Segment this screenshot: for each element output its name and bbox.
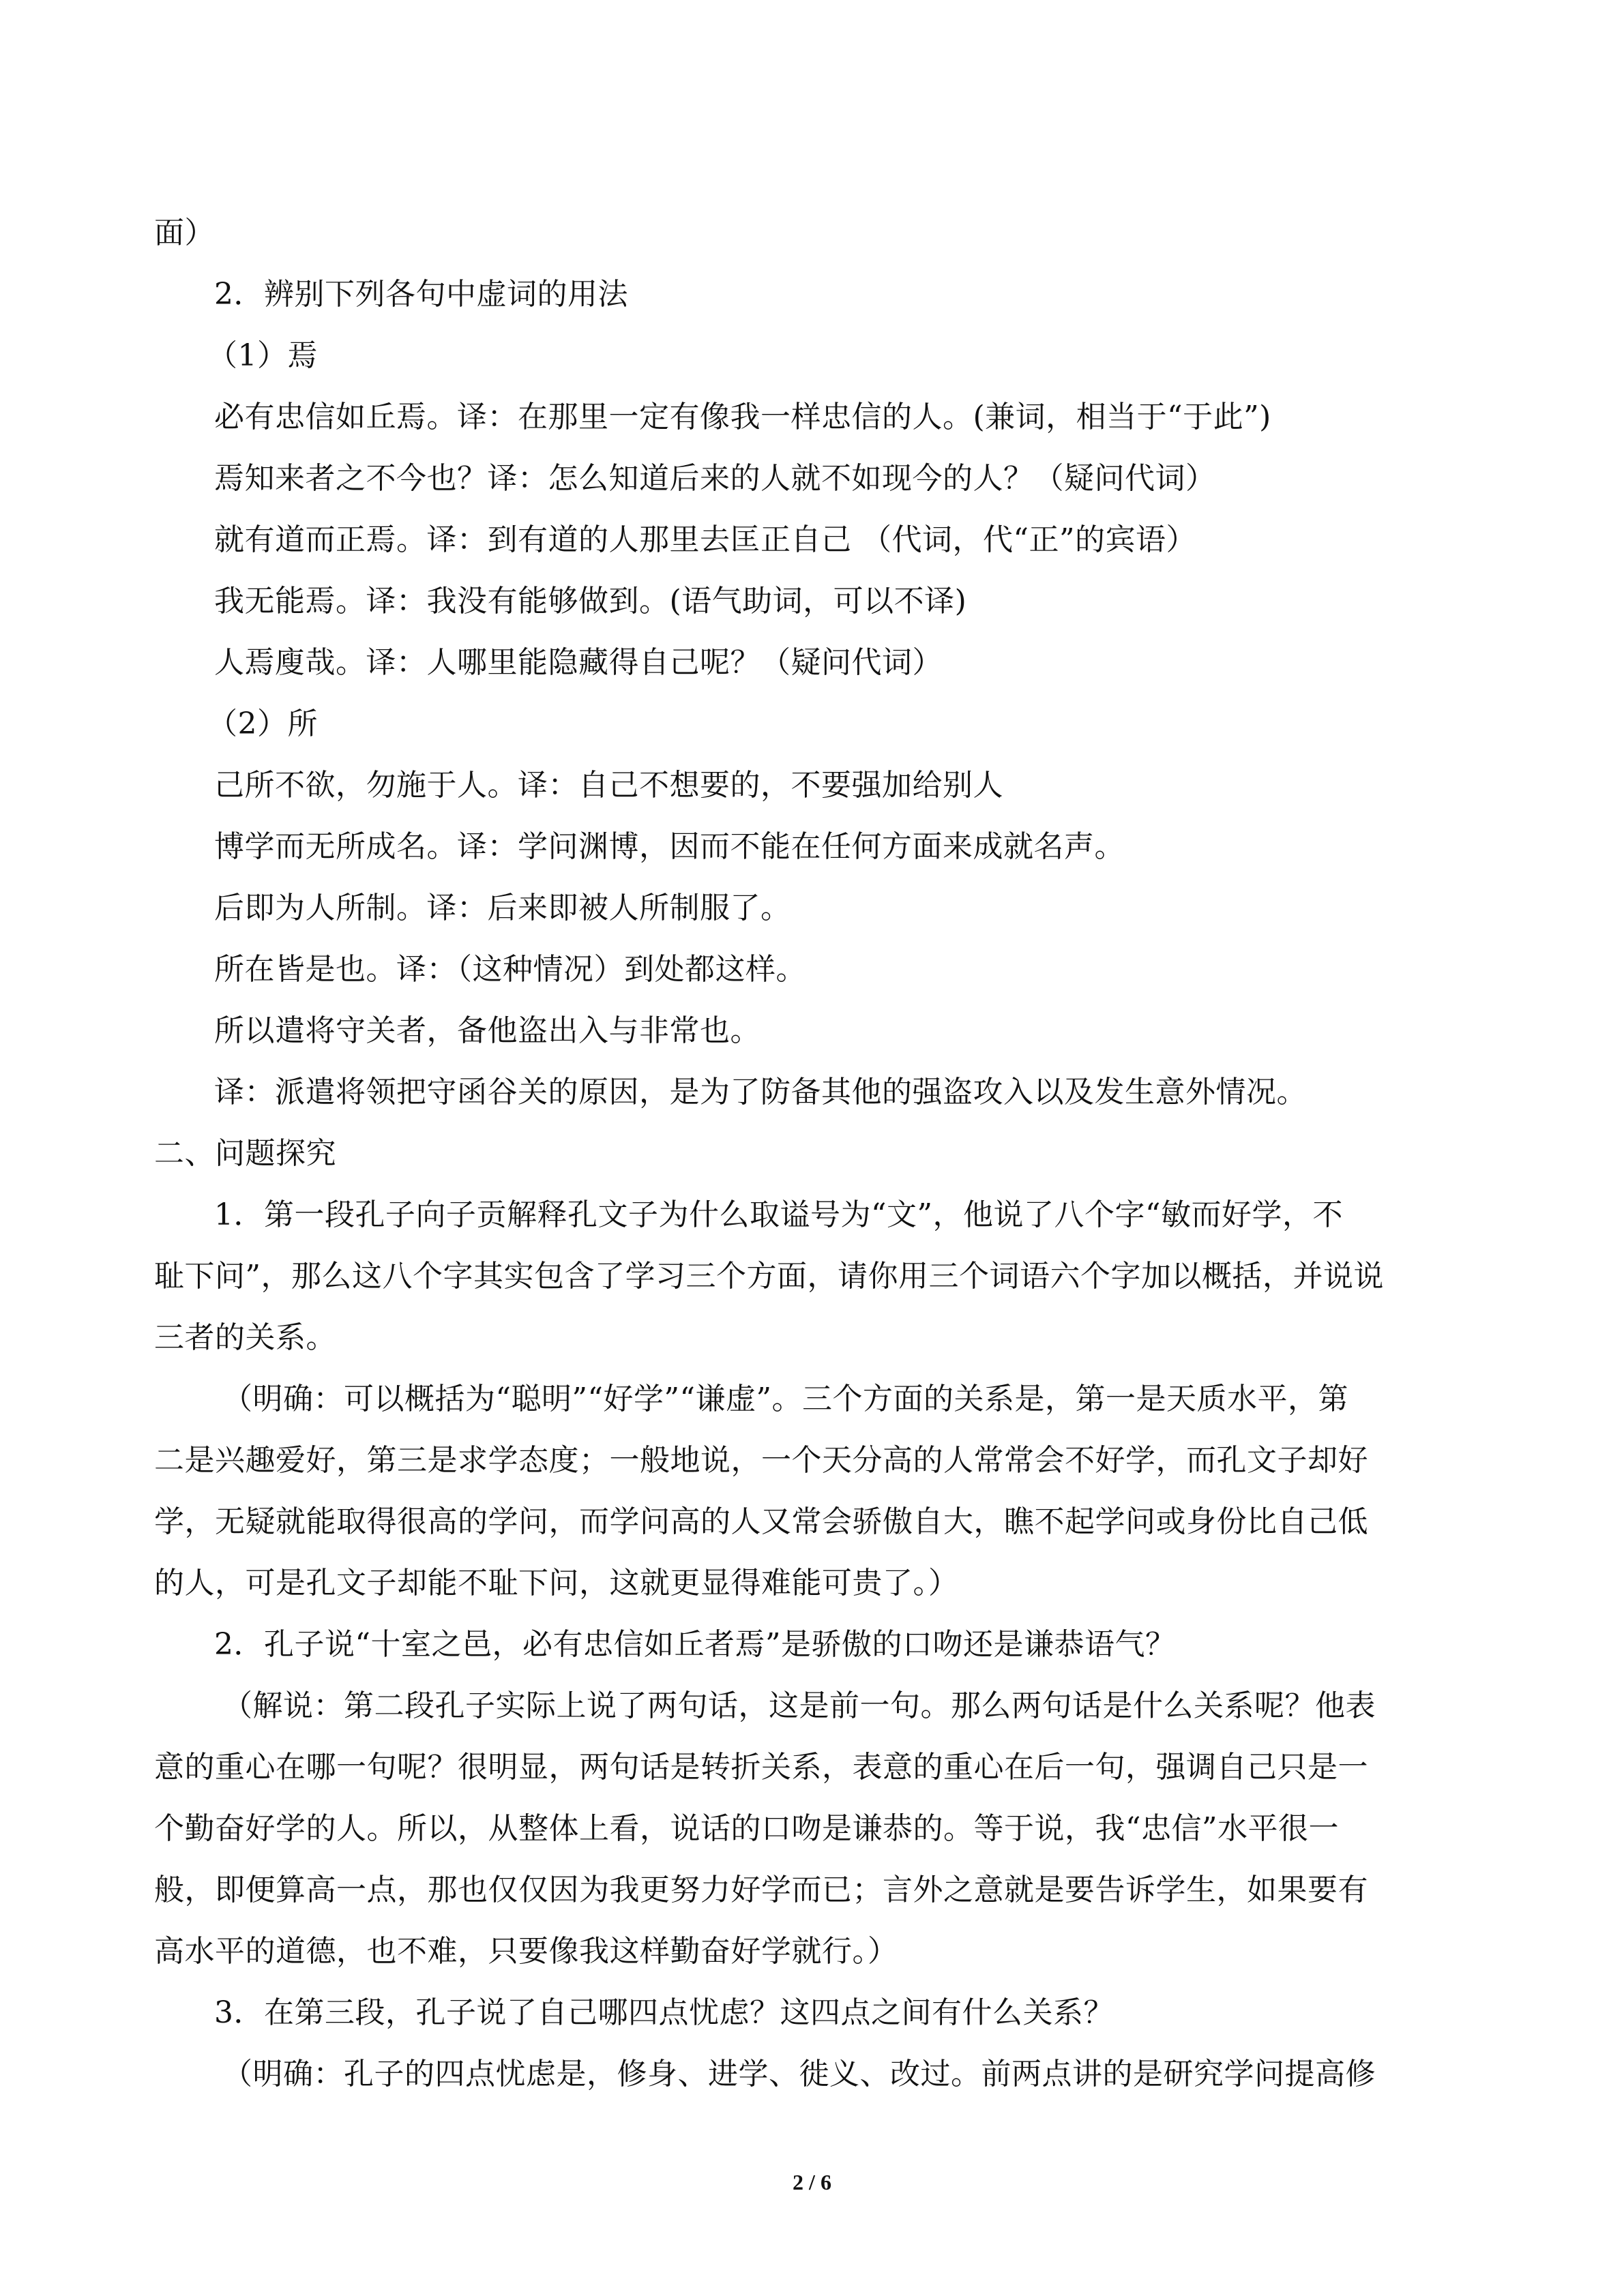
text-line: 三者的关系。: [154, 1320, 336, 1355]
text-line: 面）: [154, 215, 215, 250]
text-line: 3．在第三段，孔子说了自己哪四点忧虑？这四点之间有什么关系？: [214, 1995, 1114, 2030]
text-line: 焉知来者之不今也？译：怎么知道后来的人就不如现今的人？（疑问代词）: [214, 461, 1216, 496]
text-line: 己所不欲，勿施于人。译：自己不想要的，不要强加给别人: [214, 768, 1003, 803]
text-line: （明确：孔子的四点忧虑是，修身、进学、徙义、改过。前两点讲的是研究学问提高修: [222, 2057, 1376, 2091]
text-line: 人焉廋哉。译：人哪里能隐藏得自己呢？（疑问代词）: [214, 645, 943, 680]
text-line: 必有忠信如丘焉。译：在那里一定有像我一样忠信的人。(兼词，相当于“于此”): [214, 400, 1271, 434]
text-line: 我无能焉。译：我没有能够做到。(语气助词，可以不译): [214, 584, 967, 618]
text-line: 博学而无所成名。译：学问渊博，因而不能在任何方面来成就名声。: [214, 829, 1125, 864]
text-line: 1．第一段孔子向子贡解释孔文子为什么取谥号为“文”，他说了八个字“敏而好学，不: [214, 1197, 1343, 1232]
text-line: 般，即便算高一点，那也仅仅因为我更努力好学而已；言外之意就是要告诉学生，如果要有: [154, 1873, 1368, 1907]
text-line: 后即为人所制。译：后来即被人所制服了。: [214, 891, 791, 925]
text-line: 译：派遣将领把守函谷关的原因，是为了防备其他的强盗攻入以及发生意外情况。: [214, 1075, 1307, 1109]
text-line: （解说：第二段孔子实际上说了两句话，这是前一句。那么两句话是什么关系呢？他表: [222, 1688, 1376, 1723]
text-line: 意的重心在哪一句呢？很明显，两句话是转折关系，表意的重心在后一句，强调自己只是一: [154, 1750, 1368, 1785]
text-line: （2）所: [207, 706, 318, 741]
text-line: 就有道而正焉。译：到有道的人那里去匡正自己 （代词，代“正”的宾语）: [214, 522, 1196, 557]
text-line: 二是兴趣爱好，第三是求学态度；一般地说，一个天分高的人常常会不好学，而孔文子却好: [154, 1443, 1368, 1478]
section-heading: 二、问题探究: [154, 1136, 336, 1171]
text-line: 所以遣将守关者，备他盗出入与非常也。: [214, 1013, 761, 1048]
text-line: （1）焉: [207, 338, 318, 373]
text-line: 耻下问”，那么这八个字其实包含了学习三个方面，请你用三个词语六个字加以概括，并说说: [154, 1259, 1384, 1294]
page-number: 2 / 6: [793, 2170, 831, 2194]
text-line: 所在皆是也。译：（这种情况）到处都这样。: [214, 952, 806, 987]
text-line: 的人，可是孔文子却能不耻下问，这就更显得难能可贵了。）: [154, 1566, 959, 1600]
text-line: 高水平的道德，也不难，只要像我这样勤奋好学就行。）: [154, 1934, 898, 1969]
text-line: 学，无疑就能取得很高的学问，而学问高的人又常会骄傲自大，瞧不起学问或身份比自己低: [154, 1504, 1368, 1539]
text-line: 个勤奋好学的人。所以，从整体上看，说话的口吻是谦恭的。等于说，我“忠信”水平很一: [154, 1811, 1339, 1846]
text-line: 2．辨别下列各句中虚词的用法: [214, 277, 628, 312]
text-line: （明确：可以概括为“聪明”“好学”“谦虚”。三个方面的关系是，第一是天质水平，第: [222, 1382, 1348, 1416]
text-line: 2．孔子说“十室之邑，必有忠信如丘者焉”是骄傲的口吻还是谦恭语气？: [214, 1627, 1176, 1662]
